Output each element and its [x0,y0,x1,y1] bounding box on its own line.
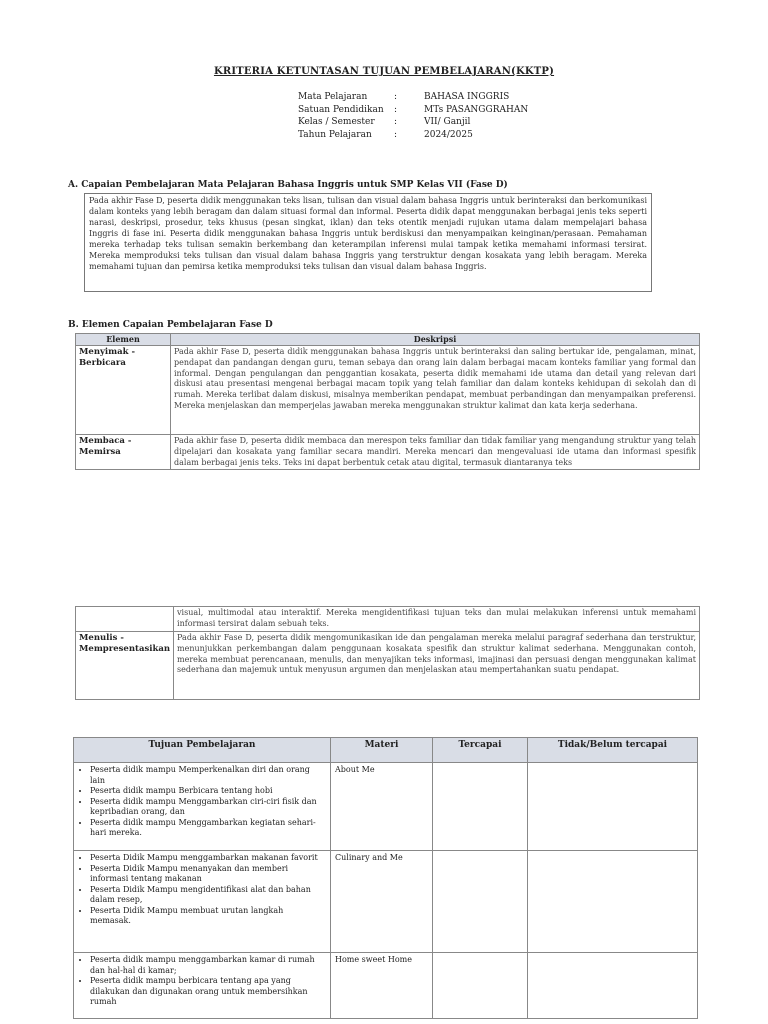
element-description [171,435,700,470]
element-description-continued [174,607,700,632]
list-item: • Peserta Didik Mampu membuat urutan langkah memasak. [90,906,326,927]
document-title: KRITERIA KETUNTASAN TUJUAN PEMBELAJARAN(KKTP) [213,66,555,77]
element-description-text: visual, multimodal atau interaktif. Mereka mengidentifikasi tujuan teks dan mulai melakukan inferensi untuk memahami informasi tersirat dalam sebuah teks. [177,608,696,628]
meta-value: 2024/2025 [424,129,473,140]
list-item: • Peserta didik mampu Memperkenalkan diri dan orang lain [90,765,326,786]
list-item: • Peserta Didik Mampu menanyakan dan memberi informasi tentang makanan [90,864,326,885]
element-name: Menulis - Mempresentasikan [76,632,174,700]
tidak-tercapai-cell [528,851,698,953]
list-item: • Peserta didik mampu menggambarkan kamar di rumah dan hal-hal di kamar; [90,955,326,976]
column-header-elemen: Elemen [76,334,171,346]
meta-row [298,104,528,117]
table-row [74,851,698,953]
section-a-heading: A. Capaian Pembelajaran Mata Pelajaran Bahasa Inggris untuk SMP Kelas VII (Fase D) [68,180,508,190]
list-item: • Peserta Didik Mampu mengidentifikasi alat dan bahan dalam resep, [90,885,326,906]
meta-colon: : [394,92,398,102]
column-header-tercapai: Tercapai [433,738,528,763]
list-item: • Peserta didik mampu berbicara tentang apa yang dilakukan dan digunakan orang untuk membersihkan rumah [90,976,326,1008]
element-name: Menyimak - Berbicara [76,346,171,435]
objectives-cell [74,763,331,851]
tercapai-cell [433,851,528,953]
meta-label: Tahun Pelajaran [298,129,372,140]
objectives-table [73,737,698,1019]
element-name: Membaca - Memirsa [76,435,171,470]
section-b-heading: B. Elemen Capaian Pembelajaran Fase D [68,320,273,330]
element-name-continued [76,607,174,632]
list-item: • Peserta Didik Mampu menggambarkan makanan favorit [90,853,326,864]
element-description-text: Pada akhir Fase D, peserta didik menggunakan bahasa Inggris untuk berinteraksi dan saling bertukar ide, pengalaman, minat, pendapat dan pandangan dengan guru, teman sebaya dan orang lain dalam berbagai macam konteks familiar yang formal dan informal. Dengan pengulangan dan penggantian kosakata, peserta didik memahami ide utama dan detail yang relevan dari diskusi atau presentasi mengenai berbagai macam topik yang telah familiar dan dalam konteks kehidupan di sekolah dan di rumah. Mereka terlibat dalam diskusi, misalnya memberikan pendapat, membuat perbandingan dan menyampaikan preferensi. Mereka menjelaskan dan memperjelas jawaban mereka menggunakan struktur kalimat dan kata kerja sederhana. [174,347,696,410]
table-row [74,953,698,1019]
table-row [76,435,700,470]
meta-value: VII/ Ganjil [424,117,471,127]
meta-label: Satuan Pendidikan [298,104,384,115]
table-row [76,346,700,435]
column-header-materi: Materi [331,738,433,763]
list-item: • Peserta didik mampu Berbicara tentang hobi [90,786,326,797]
table-row [74,763,698,851]
column-header-tujuan: Tujuan Pembelajaran [74,738,331,763]
meta-colon: : [394,117,398,127]
document-meta [298,91,528,141]
table-row [76,607,700,632]
meta-colon: : [394,104,398,115]
meta-value: MTs PASANGGRAHAN [424,104,529,115]
elements-table-continued [75,606,700,700]
meta-label: Mata Pelajaran [298,92,368,102]
meta-colon: : [394,129,398,140]
materi-cell: Culinary and Me [331,851,433,953]
column-header-tidak-tercapai: Tidak/Belum tercapai [528,738,698,763]
element-description-text: Pada akhir Fase D, peserta didik mengomunikasikan ide dan pengalaman mereka melalui paragraf sederhana dan terstruktur, menunjukkan perkembangan dalam penggunaan kosakata spesifik dan struktur kalimat sederhana. Menggunakan contoh, mereka membuat perencanaan, menulis, dan menyajikan teks informasi, imajinasi dan persuasi dengan menggunakan kalimat sederhana dan majemuk untuk menyusun argumen dan menjelaskan atau mempertahankan suatu pendapat. [177,633,696,675]
materi-cell: About Me [331,763,433,851]
objectives-cell [74,851,331,953]
list-item: • Peserta didik mampu Menggambarkan kegiatan sehari-hari mereka. [90,818,326,839]
meta-row [298,116,528,129]
tercapai-cell [433,763,528,851]
tercapai-cell [433,953,528,1019]
meta-row [298,91,528,104]
meta-label: Kelas / Semester [298,117,375,127]
materi-cell: Home sweet Home [331,953,433,1019]
meta-value: BAHASA INGGRIS [424,92,510,102]
tidak-tercapai-cell [528,763,698,851]
table-row [76,632,700,700]
element-description-text: Pada akhir fase D, peserta didik membaca dan merespon teks familiar dan tidak familiar yang mengandung struktur yang telah dipelajari dan kosakata yang familiar secara mandiri. Mereka mencari dan mengevaluasi ide utama dan informasi spesifik dalam berbagai jenis teks. Teks ini dapat berbentuk cetak atau digital, termasuk diantaranya teks [174,436,696,467]
objectives-cell [74,953,331,1019]
elements-table [75,333,700,470]
section-a-text: Pada akhir Fase D, peserta didik menggunakan teks lisan, tulisan dan visual dalam bahasa Inggris untuk berinteraksi dan berkomunikasi dalam konteks yang lebih beragam dan dalam situasi formal dan informal. Peserta didik dapat menggunakan berbagai jenis teks seperti narasi, deskripsi, prosedur, teks khusus (pesan singkat, iklan) dan teks otentik menjadi rujukan utama dalam mempelajari bahasa Inggris di fase ini. Peserta didik menggunakan bahasa Inggris untuk berdiskusi dan menyampaikan keinginan/perasaan. Pemahaman mereka terhadap teks tulisan semakin berkembang dan keterampilan inferensi mulai tampak ketika memahami informasi tersirat. Mereka memproduksi teks tulisan dan visual dalam bahasa Inggris yang terstruktur dengan kosakata yang lebih beragam. Mereka memahami tujuan dan pemirsa ketika memproduksi teks tulisan dan visual dalam bahasa Inggris. [84,193,652,292]
tidak-tercapai-cell [528,953,698,1019]
column-header-deskripsi: Deskripsi [171,334,700,346]
meta-row [298,129,528,142]
element-description [171,346,700,435]
element-description [174,632,700,700]
list-item: • Peserta didik mampu Menggambarkan ciri-ciri fisik dan kepribadian orang, dan [90,797,326,818]
